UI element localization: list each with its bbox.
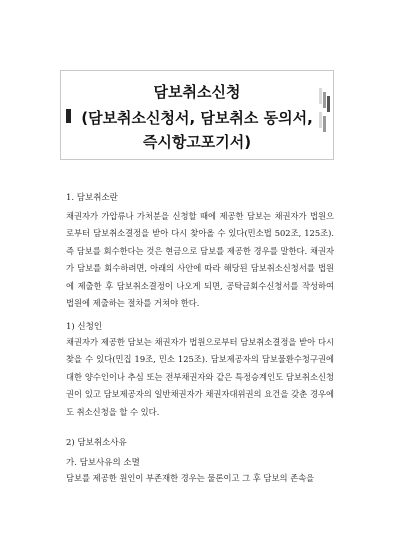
title-line-3: 즉시항고포기서) (142, 133, 252, 151)
section-1-body: 채권자가 가압류나 가처분을 신청할 때에 제공한 담보는 채권자가 법원으로부터 담보취소결정을 받아 다시 찾아올 수 있다(민소법 502조, 125조). 즉 담보를 회수한다는 것은 현금으로 담보를 제공한 경우를 말한다. 채권자가 담보를 회수하려면, 아래의 사안에 따라 해당된 담보취소신청서를 법원에 제출한 후 담보취소결정이 나오게 되면, 공탁금회수신청서를 작성하여 법원에 제출하는 절차를 거쳐야 한다. (66, 211, 334, 309)
title-marker (66, 109, 71, 123)
section-1-heading: 1. 담보취소란 (66, 193, 118, 203)
title-line-1: 담보취소신청 (153, 83, 241, 101)
section-3-subheading: 가. 담보사유의 소멸 (66, 458, 140, 468)
section-3-heading: 2) 담보취소사유 (66, 438, 127, 448)
bar-dark (327, 96, 330, 112)
bar-light-2 (319, 112, 322, 128)
section-2-body: 채권자가 제공한 담보는 채권자가 법원으로부터 담보취소결정을 받아 다시 찾을 수 있다(민집 19조, 민소 125조). 담보제공자의 담보물환수청구권에 대한 양수인이나 추심 또는 전부채권자와 같은 특정승계인도 담보취소신청권이 있고 담보제공자의 일반채권자가 채권자대위권의 요건을 갖춘 경우에도 취소신청을 할 수 있다. (66, 337, 334, 417)
bar-mid-2 (323, 116, 326, 132)
bar-mid (323, 92, 326, 108)
bar-light (319, 88, 322, 104)
section-3-body: 담보를 제공한 원인이 부존재한 경우는 물론이고 그 후 담보의 존속을 (66, 473, 315, 483)
title-box (60, 70, 334, 160)
section-2-heading: 1) 신청인 (66, 322, 103, 332)
title-line-2: (담보취소신청서, 담보취소 동의서, (81, 109, 313, 127)
